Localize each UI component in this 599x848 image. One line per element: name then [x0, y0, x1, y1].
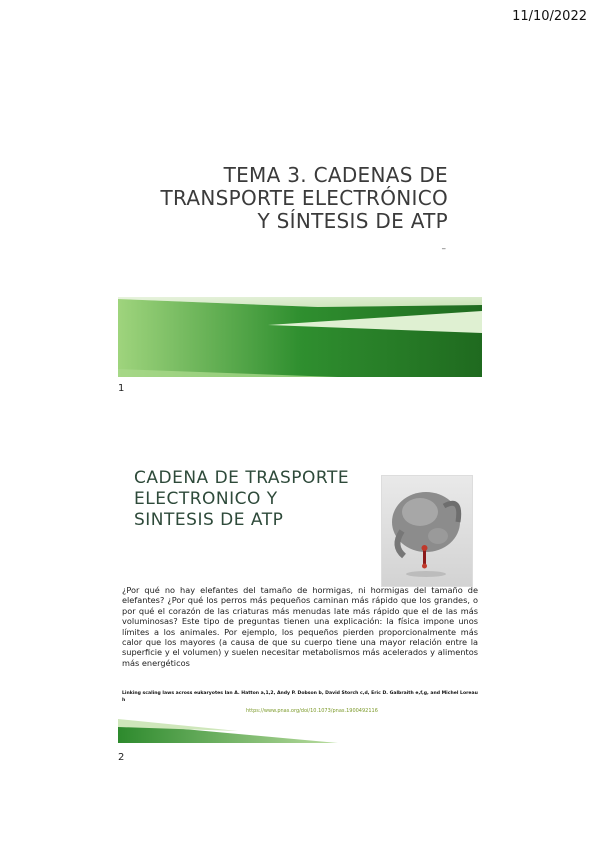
- page-number-2: 2: [118, 752, 125, 763]
- green-wave-decoration: [118, 297, 482, 377]
- title-line: CADENA DE TRASPORTE: [134, 468, 350, 488]
- elephant-illustration-icon: [382, 476, 472, 586]
- subtitle-dash: –: [441, 244, 446, 254]
- citation-link[interactable]: https://www.pnas.org/doi/10.1073/pnas.1900492116: [246, 708, 378, 714]
- slide-1: [118, 92, 482, 378]
- title-line: ELECTRONICO Y: [134, 489, 278, 509]
- title-line: TEMA 3. CADENAS DE: [223, 163, 448, 187]
- elephant-ant-image: [381, 475, 473, 587]
- title-line: SINTESIS DE ATP: [134, 510, 284, 530]
- slide-2-title: [134, 468, 349, 531]
- page-number-1: 1: [118, 383, 125, 394]
- title-line: Y SÍNTESIS DE ATP: [257, 209, 448, 233]
- citation: Linking scaling laws across eukaryotes Ian A. Hatton a,1,2, Andy P. Dobson b, David Storch c,d, Eric D. Galbraith e,f,g, and Michel Loreau h: [122, 691, 478, 703]
- slide-2-body: ¿Por qué no hay elefantes del tamaño de hormigas, ni hormigas del tamaño de elefantes? ¿Por qué los perros más pequeños caminan más rápido que los grandes, o por qué el corazón de las criaturas más menudas late más rápido que el de las más voluminosas? Este tipo de preguntas tienen una explicación: la física impone unos límites a los animales. Por ejemplo, los pequeños pierden proporcionalmente más calor que los mayores (a causa de que su cuerpo tiene una mayor relación entre la superficie y el volumen) y suelen necesitar metabolismos más acelerados y alimentos más energéticos: [122, 585, 478, 668]
- slide-2: [118, 415, 482, 745]
- green-wave-decoration: [118, 719, 338, 743]
- title-line: TRANSPORTE ELECTRÓNICO: [160, 186, 448, 210]
- slide-1-title: [128, 164, 448, 233]
- page-date: 11/10/2022: [512, 9, 587, 24]
